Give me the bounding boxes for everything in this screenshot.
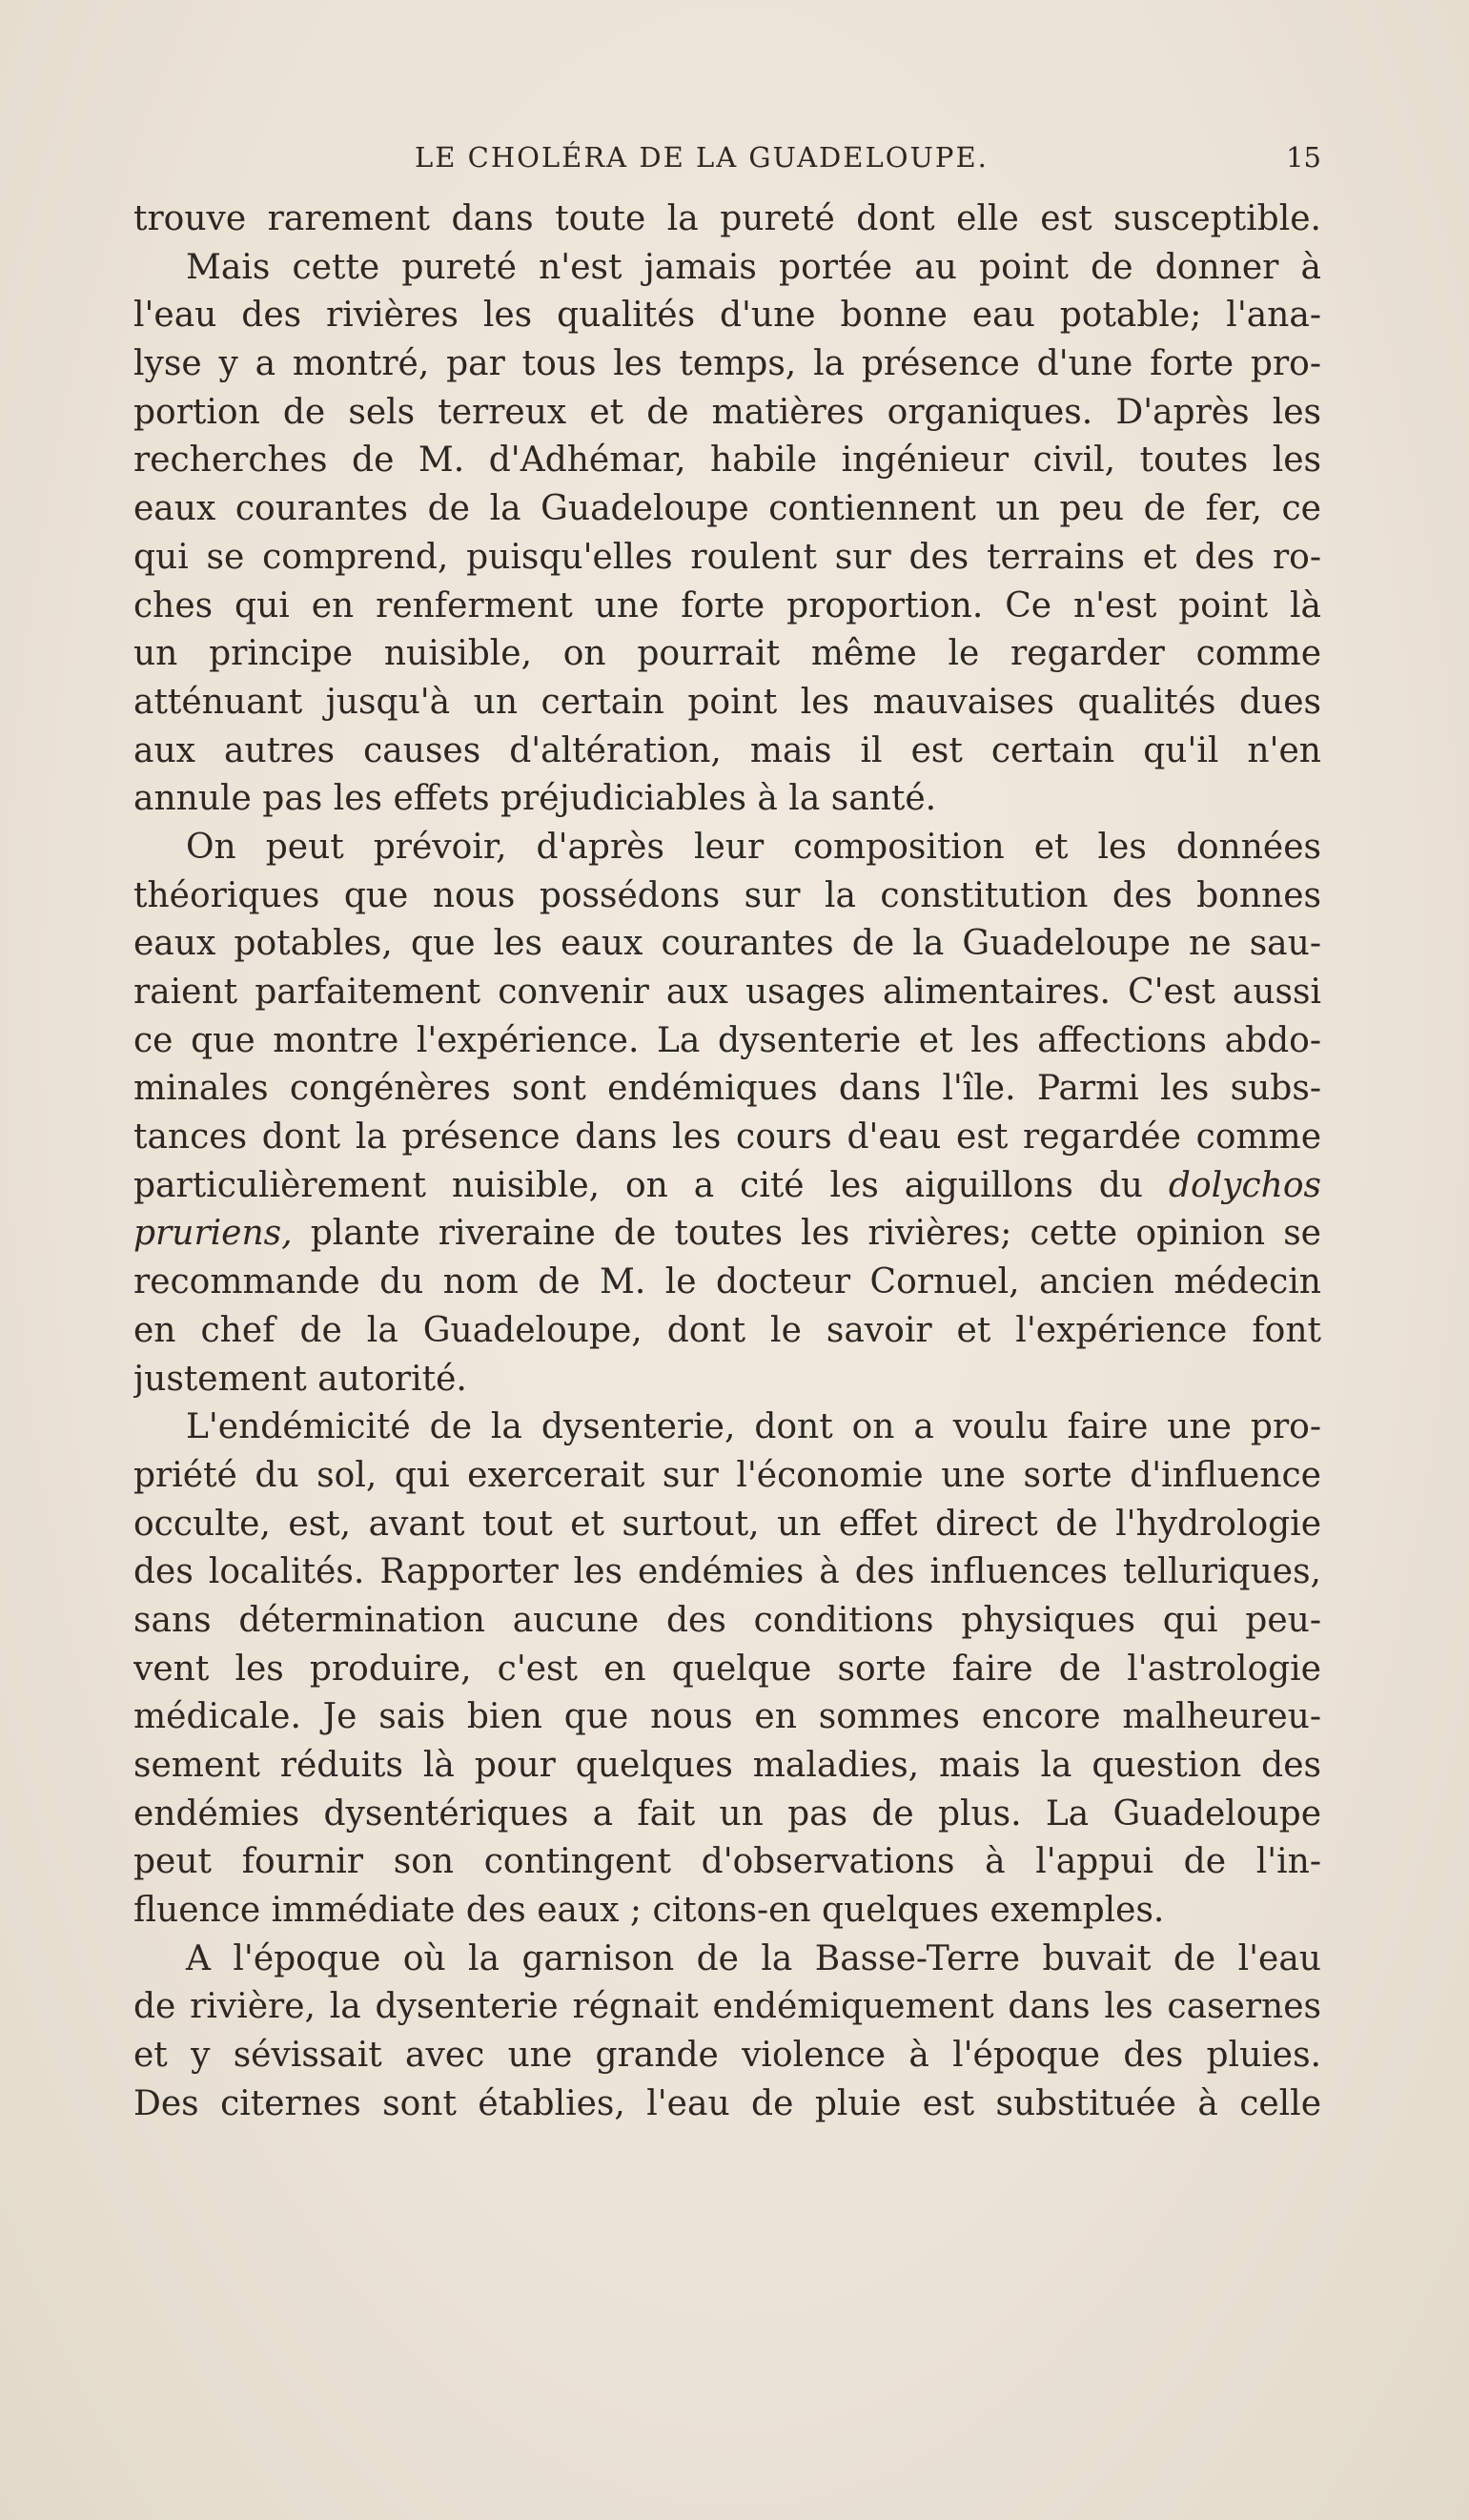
text-line: l'eau des rivières les qualités d'une bonne eau potable; l'ana- bbox=[133, 296, 1321, 336]
text-line: des localités. Rapporter les endémies à des influences telluriques, bbox=[133, 1552, 1321, 1592]
running-head bbox=[133, 141, 1321, 179]
page-number: 15 bbox=[1286, 141, 1321, 174]
text-line: raient parfaitement convenir aux usages alimentaires. C'est aussi bbox=[133, 973, 1321, 1012]
text-line: endémies dysentériques a fait un pas de plus. La Guadeloupe bbox=[133, 1793, 1321, 1834]
text-line: tances dont la présence dans les cours d'eau est regardée comme bbox=[133, 1117, 1321, 1158]
text-line: annule pas les effets préjudiciables à la santé. bbox=[133, 779, 937, 819]
text-line: et y sévissait avec une grande violence à l'époque des pluies. bbox=[133, 2036, 1321, 2076]
text-line: eaux potables, que les eaux courantes de la Guadeloupe ne sau- bbox=[133, 924, 1321, 964]
text-line: recherches de M. d'Adhémar, habile ingénieur civil, toutes les bbox=[133, 440, 1321, 481]
text-line: portion de sels terreux et de matières organiques. D'après les bbox=[133, 392, 1321, 432]
text-line: qui se comprend, puisqu'elles roulent sur des terrains et des ro- bbox=[133, 537, 1321, 577]
text-segment: particulièrement nuisible, on a cité les aiguillons du bbox=[133, 1165, 1143, 1205]
body-text bbox=[133, 195, 1321, 2129]
text-line: fluence immédiate des eaux ; citons-en quelques exemples. bbox=[133, 1891, 1165, 1931]
italic-species-name: dolychos bbox=[1168, 1165, 1321, 1205]
text-line: minales congénères sont endémiques dans l'île. Parmi les subs- bbox=[133, 1069, 1321, 1109]
text-segment: plante riveraine de toutes les rivières; cette opinion se bbox=[310, 1214, 1321, 1254]
text-line: de rivière, la dysenterie régnait endémiquement dans les casernes bbox=[133, 1987, 1321, 2027]
running-title: LE CHOLÉRA DE LA GUADELOUPE. bbox=[415, 141, 989, 174]
text-line: sans détermination aucune des conditions physiques qui peu- bbox=[133, 1600, 1321, 1640]
text-line: priété du sol, qui exercerait sur l'économie une sorte d'influence bbox=[133, 1455, 1321, 1495]
text-line: médicale. Je sais bien que nous en sommes encore malheureu- bbox=[133, 1697, 1321, 1737]
text-line: L'endémicité de la dysenterie, dont on a voulu faire une pro- bbox=[186, 1407, 1321, 1447]
text-line: sement réduits là pour quelques maladies, mais la question des bbox=[133, 1746, 1321, 1785]
text-line bbox=[133, 1162, 1321, 1211]
text-line: ce que montre l'expérience. La dysenterie et les affections abdo- bbox=[133, 1020, 1321, 1060]
text-line: justement autorité. bbox=[133, 1359, 467, 1399]
text-line bbox=[133, 1210, 1321, 1259]
text-line: trouve rarement dans toute la pureté dont elle est susceptible. bbox=[133, 199, 1321, 238]
text-line: Des citernes sont établies, l'eau de pluie est substituée à celle bbox=[133, 2083, 1321, 2123]
text-line: occulte, est, avant tout et surtout, un effet direct de l'hydrologie bbox=[133, 1504, 1321, 1544]
text-line: atténuant jusqu'à un certain point les mauvaises qualités dues bbox=[133, 682, 1321, 722]
text-line: On peut prévoir, d'après leur composition et les données bbox=[186, 827, 1321, 867]
text-line: aux autres causes d'altération, mais il est certain qu'il n'en bbox=[133, 730, 1321, 770]
text-line: recommande du nom de M. le docteur Cornuel, ancien médecin bbox=[133, 1262, 1321, 1302]
text-line: en chef de la Guadeloupe, dont le savoir et l'expérience font bbox=[133, 1310, 1321, 1350]
text-line: A l'époque où la garnison de la Basse-Terre buvait de l'eau bbox=[186, 1938, 1321, 1978]
text-line: vent les produire, c'est en quelque sorte faire de l'astrologie bbox=[133, 1649, 1321, 1689]
text-line: ches qui en renferment une forte proportion. Ce n'est point là bbox=[133, 585, 1321, 625]
italic-species-name: pruriens, bbox=[133, 1214, 293, 1254]
text-line: Mais cette pureté n'est jamais portée au point de donner à bbox=[186, 247, 1321, 287]
text-line: théoriques que nous possédons sur la constitution des bonnes bbox=[133, 875, 1321, 915]
text-line: lyse y a montré, par tous les temps, la présence d'une forte pro- bbox=[133, 344, 1321, 384]
text-line: eaux courantes de la Guadeloupe contiennent un peu de fer, ce bbox=[133, 489, 1321, 529]
text-line: un principe nuisible, on pourrait même le regarder comme bbox=[133, 634, 1321, 674]
text-line: peut fournir son contingent d'observations à l'appui de l'in- bbox=[133, 1842, 1321, 1882]
